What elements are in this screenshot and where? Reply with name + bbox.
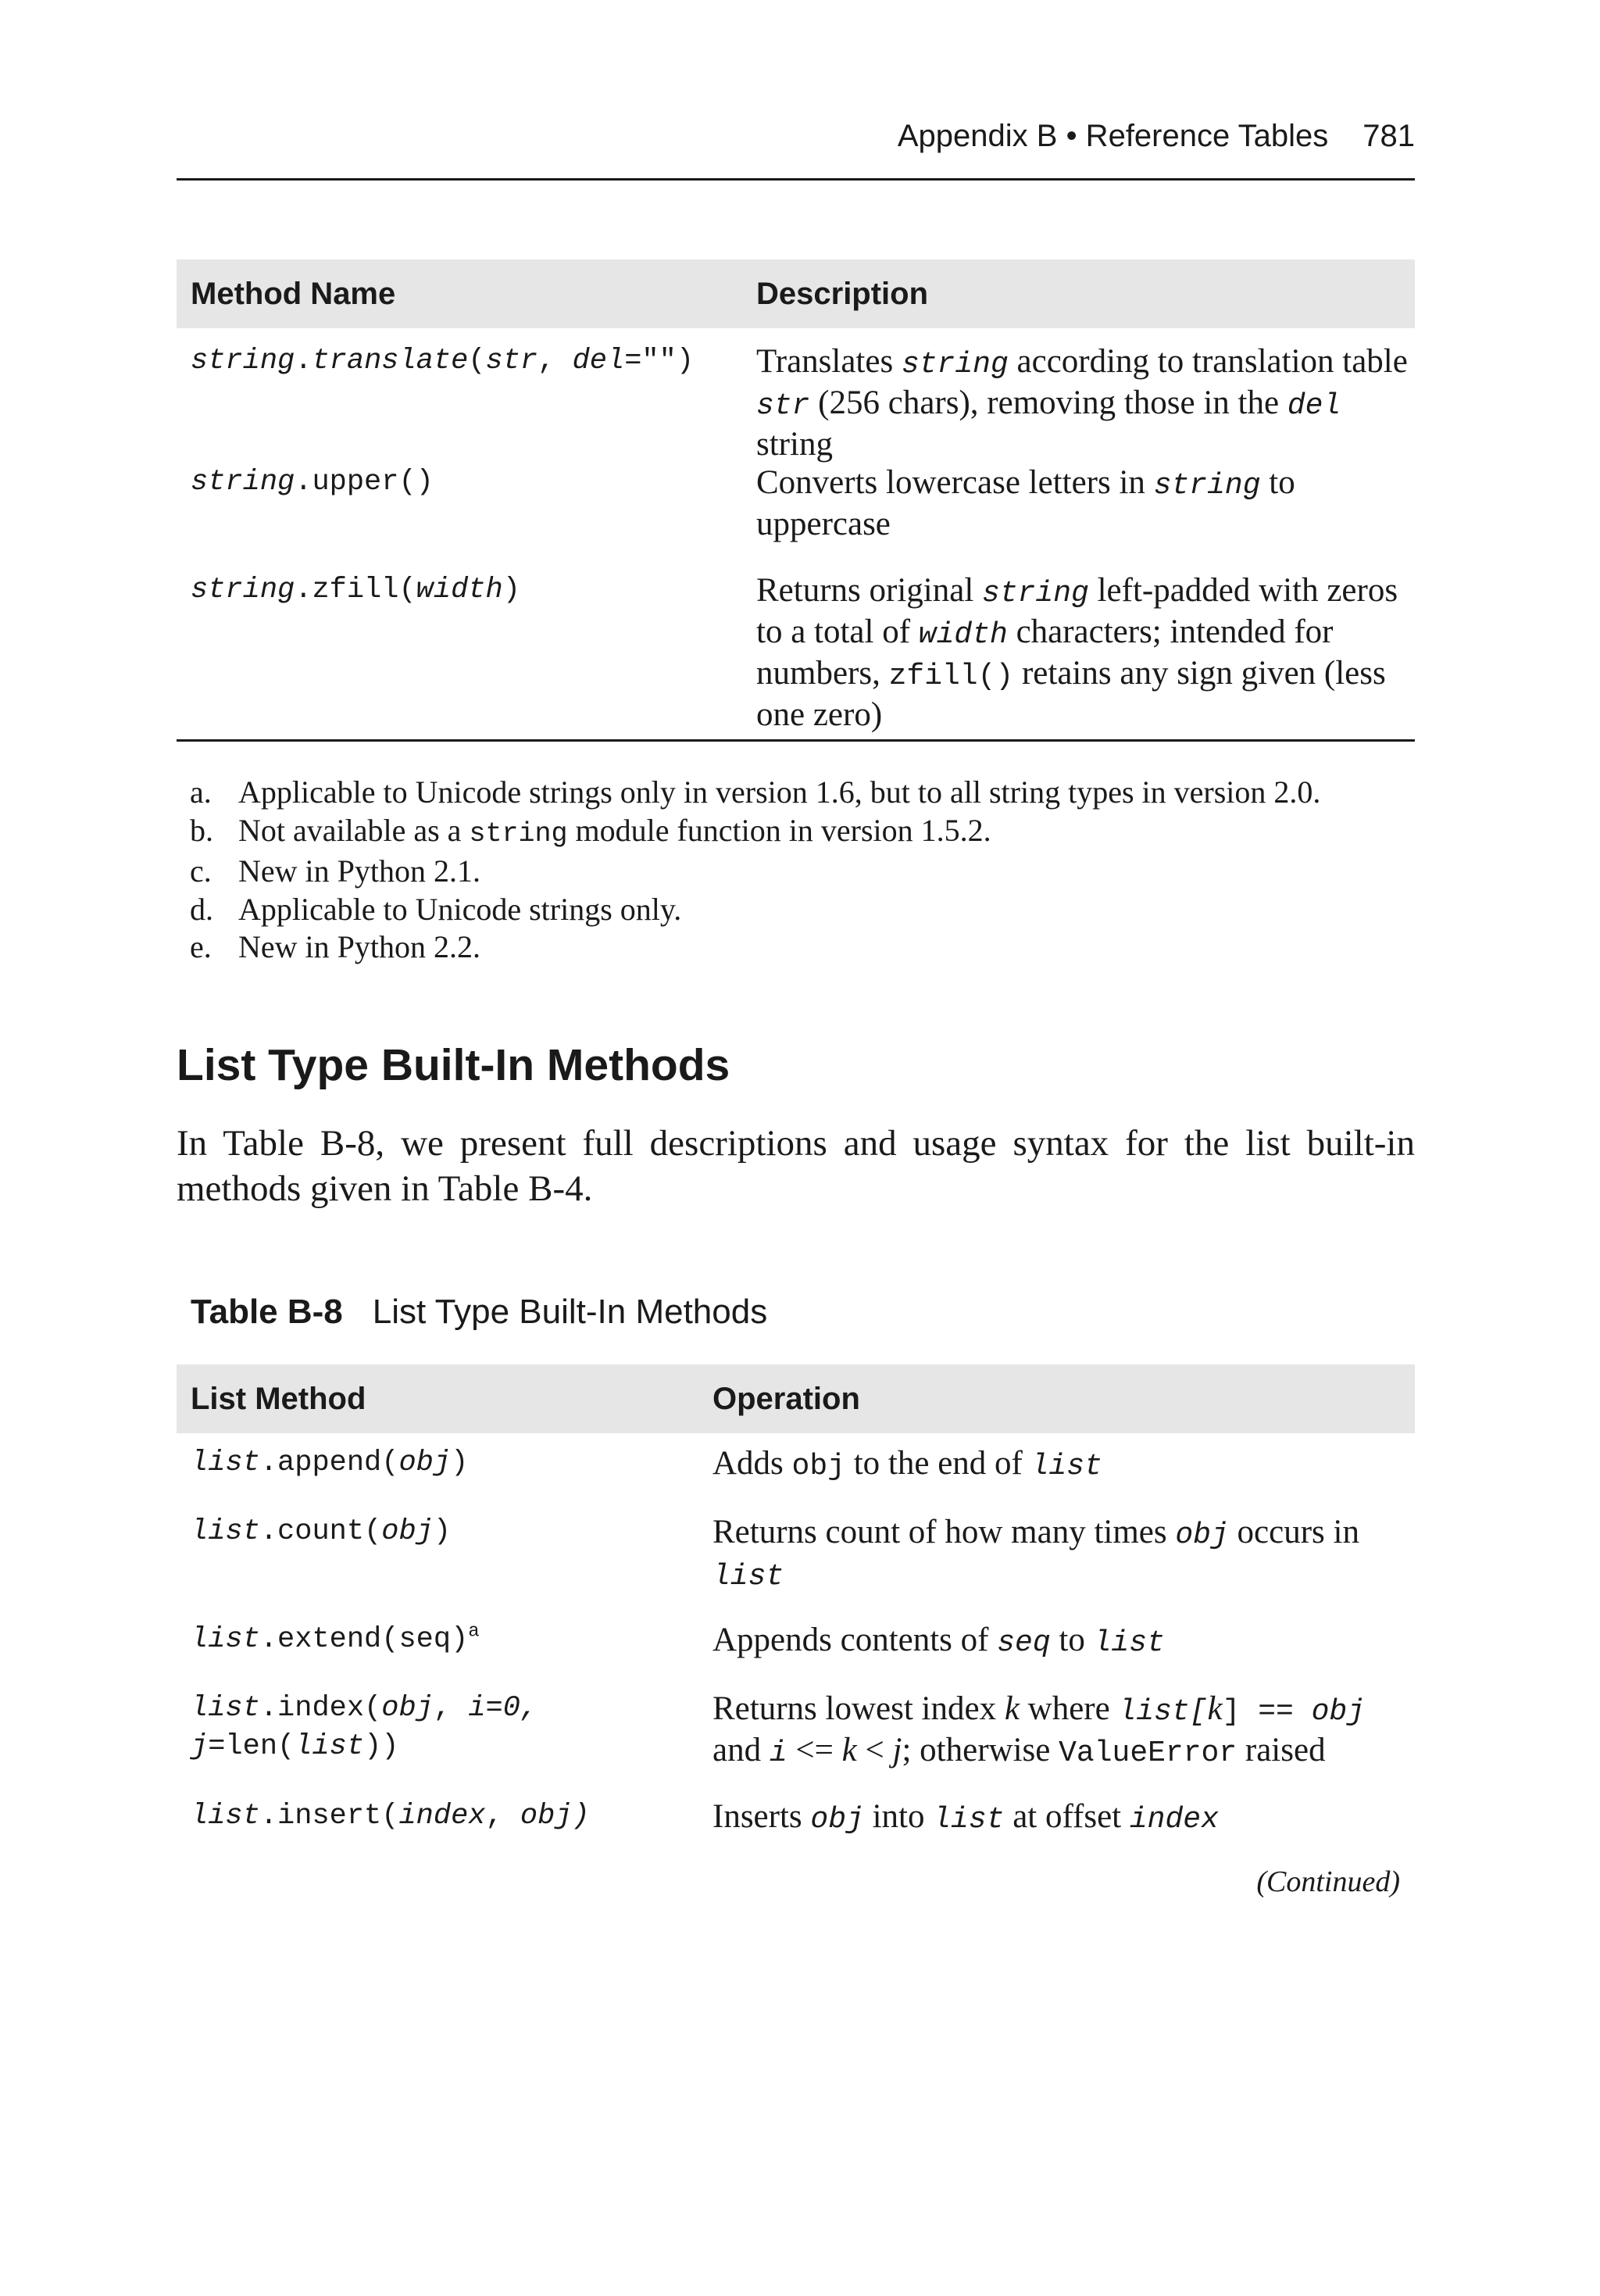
method-cell: list.extend(seq)$^a$: [191, 1621, 480, 1656]
string-methods-table: [177, 259, 1415, 742]
table-row: [177, 463, 1415, 571]
running-header: [177, 119, 1415, 154]
body-paragraph: In Table B-8, we present full descriptions and usage syntax for the list built-in methods given in Table B-4.: [177, 1123, 1415, 1209]
header-rule: [177, 178, 1415, 181]
footnote: b. Not available as a string module function in version 1.5.2.: [190, 812, 991, 849]
column-header-list-method: List Method: [177, 1364, 698, 1433]
table-caption-title: List Type Built-In Methods: [372, 1293, 768, 1331]
method-cell: list.insert(index, obj): [191, 1800, 590, 1833]
footnote: d. Applicable to Unicode strings only.: [190, 891, 682, 927]
method-cell: string.upper(): [191, 466, 434, 499]
table-row: [177, 1502, 1415, 1610]
footnote: c. New in Python 2.1.: [190, 853, 480, 889]
column-header-method-name: Method Name: [177, 259, 742, 328]
method-cell: list.index(obj, i=0, j=len(list)): [191, 1692, 538, 1763]
table-header-row: [177, 259, 1415, 328]
table-footnotes: [190, 774, 1424, 967]
footnote: a. Applicable to Unicode strings only in version 1.6, but to all string types in version 2.0.: [190, 774, 1321, 810]
table-row: [177, 1610, 1415, 1679]
operation-cell: Appends contents of seq to list: [712, 1622, 1165, 1660]
method-cell: list.count(obj): [191, 1515, 452, 1548]
operation-cell: Returns count of how many times obj occurs in list: [712, 1514, 1359, 1593]
description-cell: Converts lowercase letters in string to uppercase: [756, 464, 1295, 542]
operation-cell: Adds obj to the end of list: [712, 1445, 1102, 1483]
footnote: e. New in Python 2.2.: [190, 929, 480, 964]
column-header-description: Description: [742, 259, 1415, 328]
method-cell: string.zfill(width): [191, 574, 520, 606]
column-header-operation: Operation: [698, 1364, 1415, 1433]
section-heading: List Type Built-In Methods: [177, 1040, 730, 1090]
description-cell: Translates string according to translation table str (256 chars), removing those in the del string: [756, 343, 1408, 463]
description-cell: Returns original string left-padded with zeros to a total of width characters; intended for numbers, zfill() retains any sign given (less one zero): [756, 572, 1398, 733]
method-cell: string.translate(str, del=""): [191, 345, 695, 377]
table-row: [177, 1679, 1415, 1786]
table-row: [177, 328, 1415, 463]
operation-cell: Returns lowest index k where list[k] == obj and i <= k < j; otherwise ValueError raised: [712, 1690, 1366, 1770]
continued-note: (Continued): [1256, 1865, 1400, 1898]
table-header-row: [177, 1364, 1415, 1433]
table-caption: [191, 1293, 767, 1332]
method-cell: list.append(obj): [191, 1447, 469, 1479]
table-row: [177, 571, 1415, 741]
list-methods-table: [177, 1364, 1415, 1844]
table-row: [177, 1433, 1415, 1502]
running-title: Appendix B • Reference Tables: [897, 119, 1329, 153]
table-row: [177, 1786, 1415, 1844]
page-number: 781: [1362, 119, 1415, 153]
table-caption-label: Table B-8: [191, 1293, 343, 1331]
footnote-marker: a: [468, 1621, 480, 1643]
operation-cell: Inserts obj into list at offset index: [712, 1798, 1219, 1836]
